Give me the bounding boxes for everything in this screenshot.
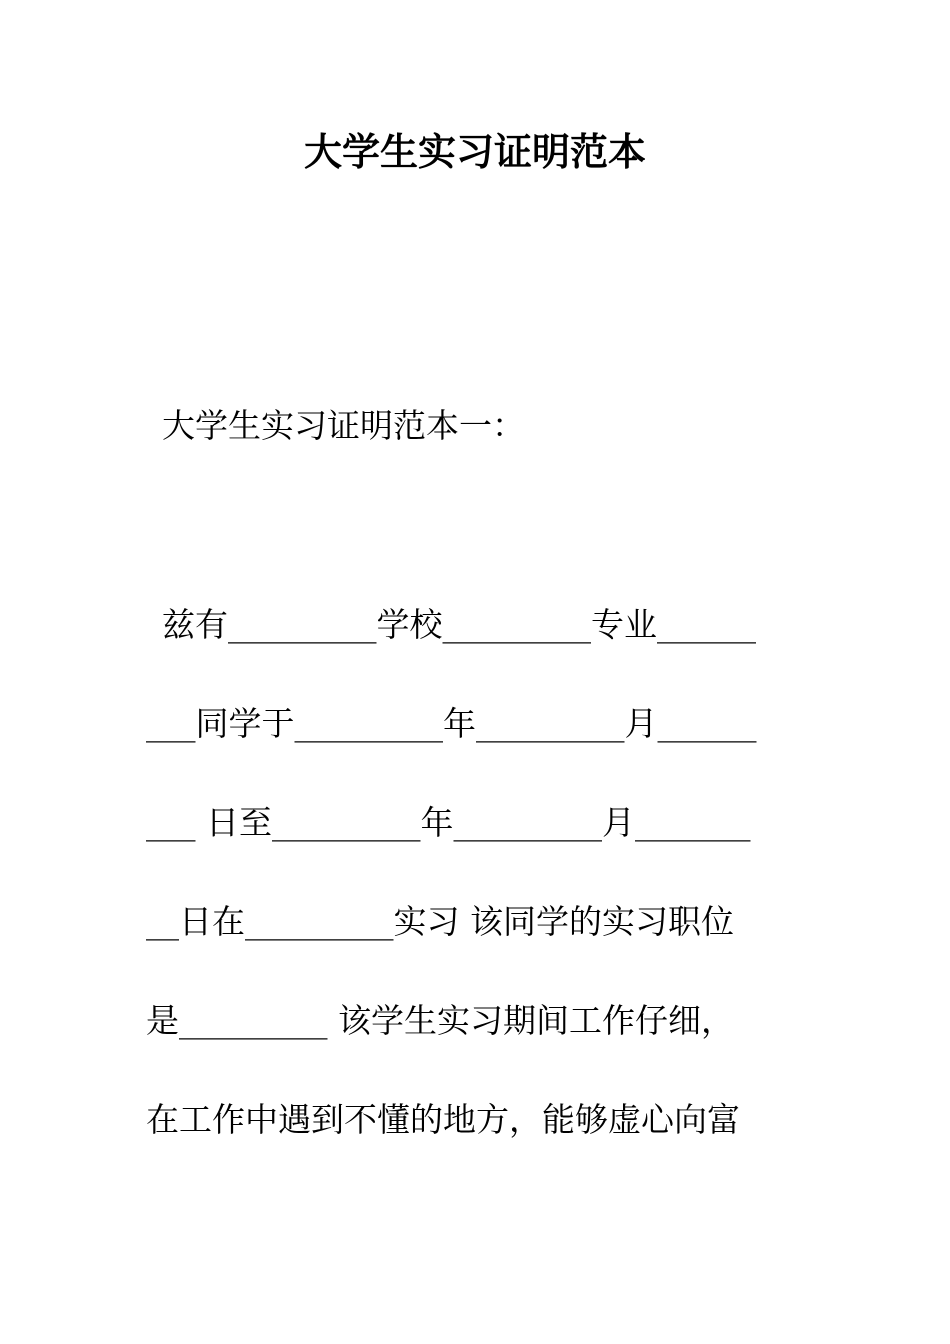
- section-heading: 大学生实习证明范本一：: [162, 406, 525, 445]
- document-title: 大学生实习证明范本: [303, 129, 646, 174]
- body-line: ___ 日至_________年_________月_______: [146, 803, 751, 842]
- body-line: __日在_________实习 该同学的实习职位: [146, 902, 734, 941]
- body-line: 兹有_________学校_________专业______: [162, 605, 756, 644]
- body-line: ___同学于_________年_________月______: [146, 704, 757, 743]
- body-line: 在工作中遇到不懂的地方，能够虚心向富: [146, 1100, 740, 1139]
- body-line: 是_________ 该学生实习期间工作仔细，: [146, 1001, 734, 1040]
